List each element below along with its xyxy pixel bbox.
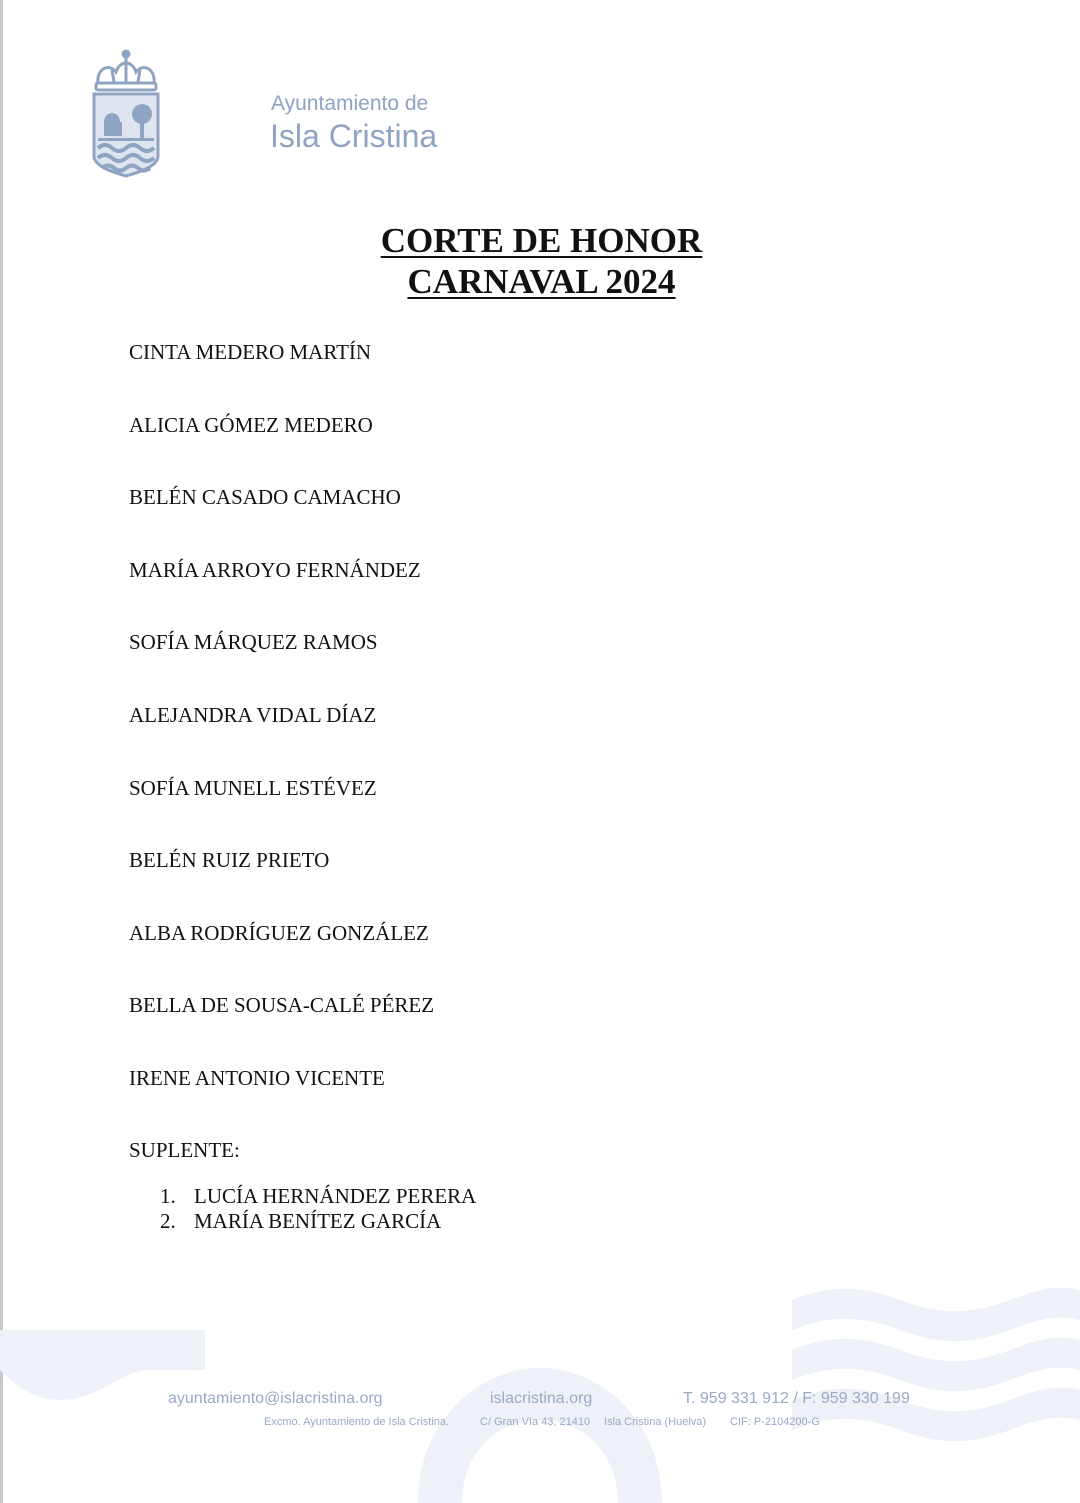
- logo-line-1: Ayuntamiento de: [271, 92, 429, 115]
- court-names-list: [129, 337, 434, 1136]
- list-item: SOFÍA MÁRQUEZ RAMOS: [129, 630, 378, 655]
- list-item: [160, 1184, 476, 1209]
- list-item: ALICIA GÓMEZ MEDERO: [129, 412, 373, 437]
- footer-cif: CIF: P-2104200-G: [730, 1416, 820, 1428]
- footer-phone: T. 959 331 912 / F: 959 330 199: [683, 1390, 910, 1407]
- footer-website: islacristina.org: [490, 1390, 593, 1407]
- municipal-logo: [90, 48, 438, 178]
- footer-decoration: [0, 1260, 1080, 1503]
- coat-of-arms-icon: [90, 48, 162, 178]
- list-item: IRENE ANTONIO VICENTE: [129, 1065, 385, 1090]
- title-line-2: CARNAVAL 2024: [407, 262, 676, 301]
- list-item: BELÉN RUIZ PRIETO: [129, 848, 330, 873]
- list-item: BELÉN CASADO CAMACHO: [129, 485, 401, 510]
- list-item: [160, 1209, 476, 1234]
- substitute-name: LUCÍA HERNÁNDEZ PERERA: [194, 1184, 477, 1208]
- substitutes-list: [160, 1184, 476, 1234]
- list-item: SOFÍA MUNELL ESTÉVEZ: [129, 775, 377, 800]
- list-item: ALBA RODRÍGUEZ GONZÁLEZ: [129, 920, 429, 945]
- footer-address: C/ Gran Vía 43, 21410: [480, 1416, 591, 1428]
- list-number: 1.: [160, 1184, 176, 1208]
- list-number: 2.: [160, 1209, 176, 1233]
- footer-organization: Excmo. Ayuntamiento de Isla Cristina.: [264, 1416, 450, 1428]
- list-item: ALEJANDRA VIDAL DÍAZ: [129, 702, 377, 727]
- document-title: [0, 220, 1080, 302]
- logo-line-2: Isla Cristina: [270, 118, 438, 154]
- substitute-name: MARÍA BENÍTEZ GARCÍA: [194, 1209, 442, 1233]
- footer-city: Isla Cristina (Huelva): [604, 1416, 707, 1428]
- list-item: CINTA MEDERO MARTÍN: [129, 340, 372, 364]
- list-item: MARÍA ARROYO FERNÁNDEZ: [129, 557, 421, 582]
- substitute-label: SUPLENTE:: [129, 1138, 240, 1162]
- footer-email: ayuntamiento@islacristina.org: [168, 1390, 383, 1407]
- title-line-1: CORTE DE HONOR: [380, 221, 703, 260]
- list-item: BELLA DE SOUSA-CALÉ PÉREZ: [129, 993, 435, 1018]
